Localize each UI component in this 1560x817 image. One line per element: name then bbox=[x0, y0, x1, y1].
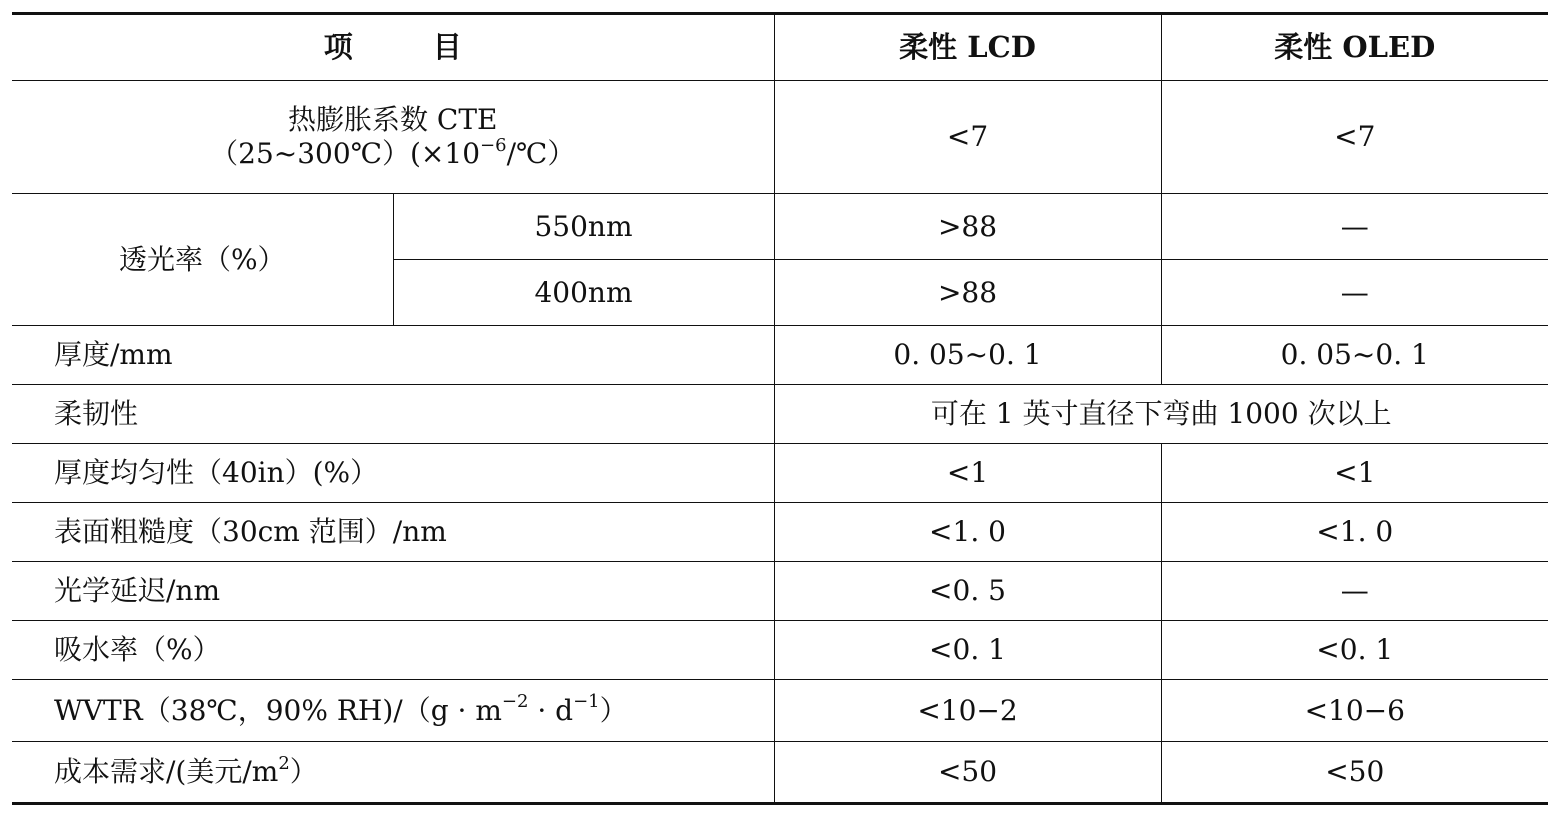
retardation-oled: — bbox=[1161, 562, 1548, 621]
table-row bbox=[12, 742, 1548, 804]
uniformity-oled: <1 bbox=[1161, 444, 1548, 503]
roughness-lcd: <1. 0 bbox=[774, 503, 1161, 562]
roughness-label: 表面粗糙度（30cm 范围）/nm bbox=[12, 503, 774, 562]
absorption-lcd: <0. 1 bbox=[774, 621, 1161, 680]
absorption-label: 吸水率（%） bbox=[12, 621, 774, 680]
thickness-oled: 0. 05~0. 1 bbox=[1161, 326, 1548, 385]
thickness-lcd: 0. 05~0. 1 bbox=[774, 326, 1161, 385]
cost-lcd: <50 bbox=[774, 742, 1161, 804]
retardation-lcd: <0. 5 bbox=[774, 562, 1161, 621]
header-oled: 柔性 OLED bbox=[1161, 14, 1548, 81]
transmittance-400-oled: — bbox=[1161, 260, 1548, 326]
header-row bbox=[12, 14, 1548, 81]
header-lcd: 柔性 LCD bbox=[774, 14, 1161, 81]
header-item: 项 目 bbox=[12, 14, 774, 81]
flexibility-label: 柔韧性 bbox=[12, 385, 774, 444]
cte-label: 热膨胀系数 CTE $(25\sim 300℃)(\times 10^{-6}/℃)$ bbox=[12, 81, 774, 194]
wvtr-label: WVTR（38℃，90% $RH)/(g \cdot m^{-2} \cdot d^{-1})$ bbox=[12, 680, 774, 742]
cost-label: 成本需求/(美元$/m^2$） bbox=[12, 742, 774, 804]
transmittance-550-lcd: >88 bbox=[774, 194, 1161, 260]
transmittance-550-sub: 550nm bbox=[393, 194, 774, 260]
retardation-label: 光学延迟/nm bbox=[12, 562, 774, 621]
roughness-oled: <1. 0 bbox=[1161, 503, 1548, 562]
table-row bbox=[12, 680, 1548, 742]
table-row bbox=[12, 81, 1548, 194]
table-row bbox=[12, 444, 1548, 503]
table-row bbox=[12, 385, 1548, 444]
wvtr-oled: <10−6 bbox=[1161, 680, 1548, 742]
transmittance-550-oled: — bbox=[1161, 194, 1548, 260]
wvtr-lcd: <10−2 bbox=[774, 680, 1161, 742]
cost-oled: <50 bbox=[1161, 742, 1548, 804]
transmittance-label: 透光率（%） bbox=[12, 194, 393, 326]
transmittance-400-sub: 400nm bbox=[393, 260, 774, 326]
transmittance-400-lcd: >88 bbox=[774, 260, 1161, 326]
cte-oled: <7 bbox=[1161, 81, 1548, 194]
table-row bbox=[12, 562, 1548, 621]
uniformity-lcd: <1 bbox=[774, 444, 1161, 503]
spec-table bbox=[12, 12, 1548, 805]
table-row bbox=[12, 621, 1548, 680]
uniformity-label: 厚度均匀性（40in）(%） bbox=[12, 444, 774, 503]
absorption-oled: <0. 1 bbox=[1161, 621, 1548, 680]
table-row bbox=[12, 503, 1548, 562]
cte-lcd: <7 bbox=[774, 81, 1161, 194]
thickness-label: 厚度/mm bbox=[12, 326, 774, 385]
table-row bbox=[12, 326, 1548, 385]
flexibility-value: 可在 1 英寸直径下弯曲 1000 次以上 bbox=[774, 385, 1548, 444]
table-row bbox=[12, 194, 1548, 260]
